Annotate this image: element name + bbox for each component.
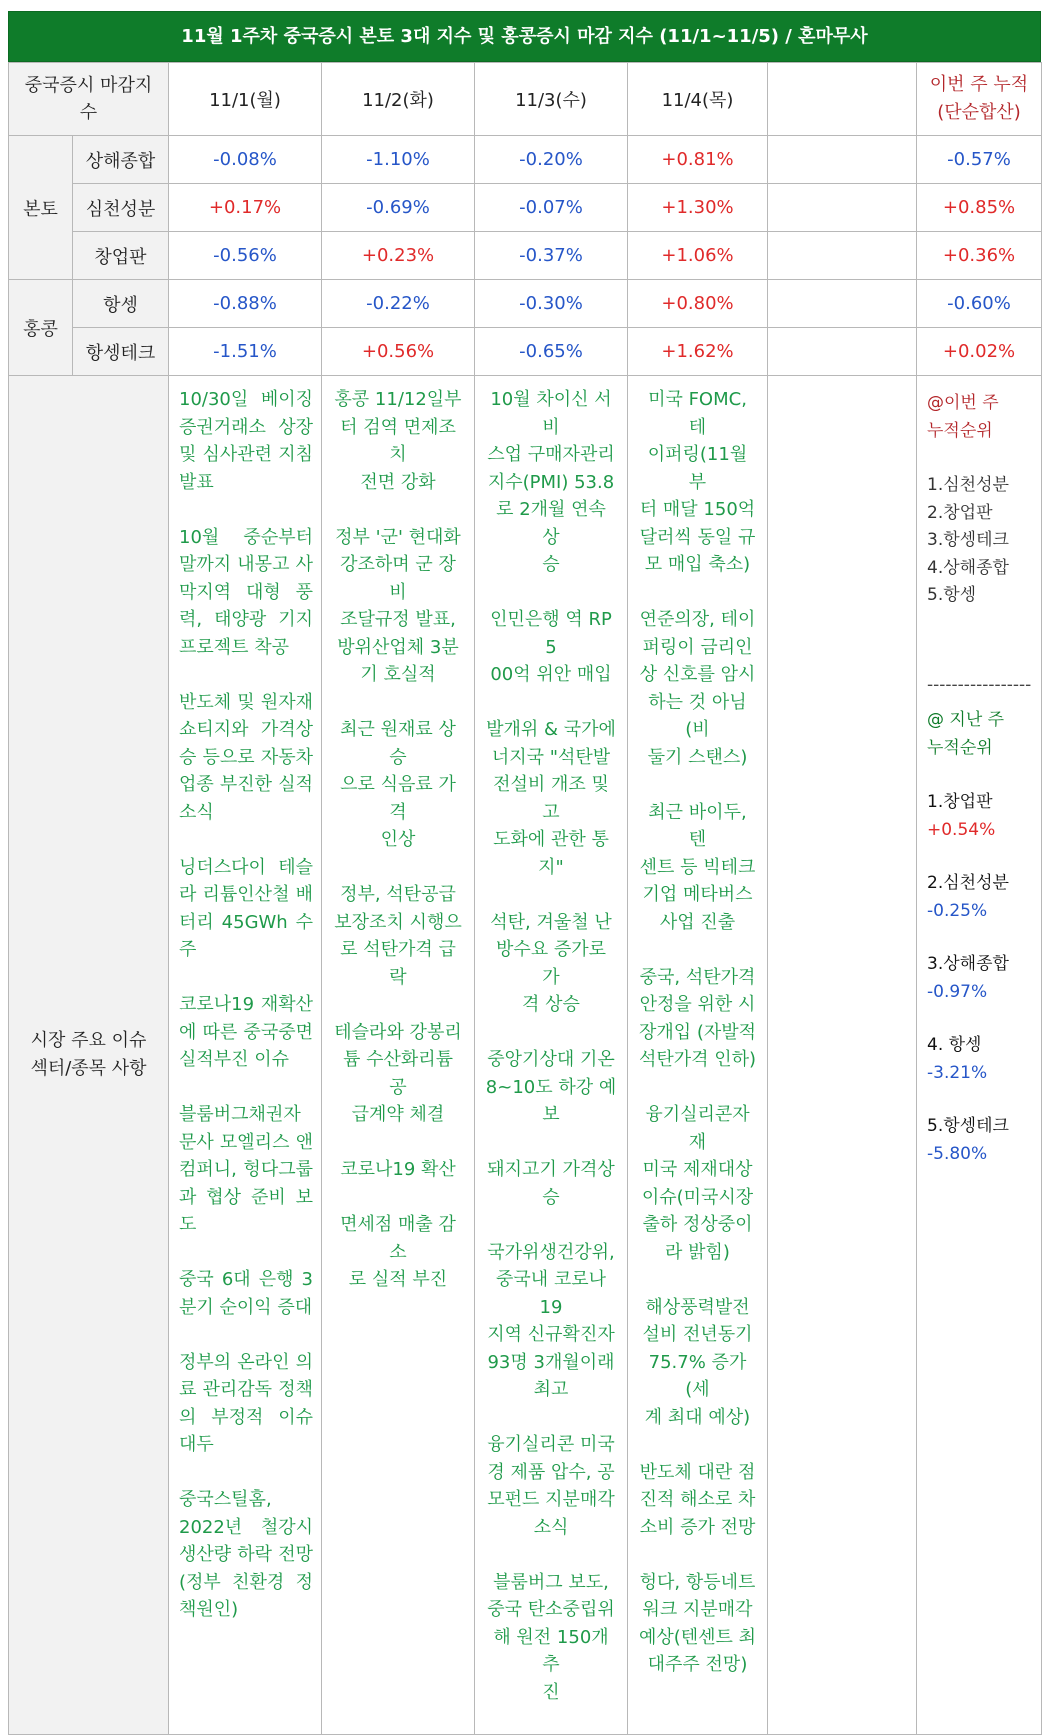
date-header: 11/4(목)	[628, 63, 768, 136]
index-value: -0.56%	[169, 232, 322, 280]
note-item: 발개위 & 국가에 너지국 "석탄발 전설비 개조 및 고 도화에 관한 통 지"	[486, 719, 616, 878]
note-item: 테슬라와 강봉리 튬 수산화리튬 공 급계약 체결	[334, 1021, 462, 1125]
note-item: 정부, 석탄공급 보장조치 시행으 로 석탄가격 급락	[334, 884, 462, 988]
note-item: 면세점 매출 감소 로 실적 부진	[340, 1214, 456, 1290]
this-week-list	[927, 472, 1031, 610]
notes-day1	[169, 376, 322, 1735]
last-week-list	[927, 789, 1031, 1168]
this-week-title: @이번 주 누적순위	[927, 393, 999, 441]
index-value: +0.56%	[322, 328, 475, 376]
index-value: -1.51%	[169, 328, 322, 376]
group-label-mainland: 본토	[9, 136, 73, 280]
notes-list	[475, 376, 627, 1706]
date-header: 11/2(화)	[322, 63, 475, 136]
index-value: +0.23%	[322, 232, 475, 280]
note-item: 석탄, 겨울철 난 방수요 증가로 가 격 상승	[490, 911, 612, 1015]
notes-list	[628, 376, 767, 1679]
note-item: 융기실리콘자재 미국 제재대상 이슈(미국시장 출하 정상중이 라 밝힘)	[641, 1104, 754, 1263]
last-week-rank-value: -5.80%	[927, 1143, 988, 1164]
notes-list	[322, 376, 474, 1294]
index-name: 창업판	[73, 232, 169, 280]
note-item: 블룸버그채권자문사 모엘리스 앤 컴퍼니, 헝다그룹과 협상 준비 보도	[179, 1104, 313, 1235]
note-item: 10월 중순부터 말까지 내몽고 사막지역 대형 풍력, 태양광 기지 프로젝트 착공	[179, 526, 313, 658]
index-value: -0.08%	[169, 136, 322, 184]
index-row	[9, 232, 1042, 280]
index-row	[9, 184, 1042, 232]
note-item: 중국 6대 은행 3분기 순이익 증대	[179, 1269, 313, 1318]
last-week-rank-name: 4. 항셍	[927, 1035, 982, 1055]
index-value: -1.10%	[322, 136, 475, 184]
last-week-rank-value: -0.97%	[927, 981, 988, 1002]
corner-header-label: 중국증시 마감지수	[24, 75, 153, 123]
note-item: 헝다, 항등네트 워크 지분매각 예상(텐센트 최 대주주 전망)	[638, 1571, 757, 1675]
ranking-divider: -----------------	[927, 674, 1031, 695]
index-value	[768, 280, 917, 328]
last-week-rank-value: +0.54%	[927, 819, 996, 840]
note-item: 블룸버그 보도, 중국 탄소중립위 해 원전 150개 추 진	[487, 1571, 615, 1703]
this-week-rank-item: 3.항셍테크	[927, 530, 1009, 550]
note-item: 10/30일 베이징 증권거래소 상장 및 심사관련 지침 발표	[179, 389, 313, 493]
index-value: +1.30%	[628, 184, 768, 232]
last-week-rank-item	[927, 1113, 1031, 1168]
last-week-rank-name: 2.심천성분	[927, 873, 1009, 893]
date-header: 11/3(수)	[475, 63, 628, 136]
index-row	[9, 328, 1042, 376]
notes-row	[9, 376, 1042, 1735]
last-week-rank-value: -0.25%	[927, 900, 988, 921]
note-item: 중국스틸홈, 2022년 철강시 생산량 하락 전망(정부 친환경 정책원인)	[179, 1489, 313, 1620]
note-item: 중국, 석탄가격 안정을 위한 시 장개입 (자발적 석탄가격 인하)	[638, 966, 757, 1070]
index-value	[768, 184, 917, 232]
ranking-panel	[917, 376, 1041, 1168]
this-week-rank-item: 1.심천성분	[927, 475, 1009, 495]
index-value	[768, 232, 917, 280]
index-value: +0.81%	[628, 136, 768, 184]
note-item: 융기실리콘 미국 경 제품 압수, 공 모펀드 지분매각 소식	[487, 1434, 615, 1538]
index-value: -0.30%	[475, 280, 628, 328]
note-item: 돼지고기 가격상 승	[487, 1159, 615, 1208]
note-item: 홍콩 11/12일부 터 검역 면제조치 전면 강화	[334, 389, 462, 493]
note-item: 미국 FOMC, 테 이퍼링(11월 부 터 매달 150억 달러씩 동일 규 모 매입 축소)	[639, 389, 756, 575]
note-item: 반도체 및 원자재 쇼티지와 가격상승 등으로 자동차 업종 부진한 실적 소식	[179, 691, 313, 823]
index-value: -0.20%	[475, 136, 628, 184]
note-item: 중앙기상대 기온 8~10도 하강 예 보	[485, 1049, 617, 1125]
last-week-rank-item	[927, 1032, 1031, 1087]
market-summary-card	[8, 11, 1041, 1735]
note-item: 최근 바이두, 텐 센트 등 빅테크 기업 메타버스 사업 진출	[639, 801, 756, 933]
index-value: +1.06%	[628, 232, 768, 280]
last-week-title: @ 지난 주 누적순위	[927, 710, 1005, 758]
last-week-rank-value: -3.21%	[927, 1062, 988, 1083]
index-value	[768, 136, 917, 184]
index-value	[768, 328, 917, 376]
note-item: 연준의장, 테이 퍼링이 금리인 상 신호를 암시 하는 것 아님(비 둘기 스탠스)	[639, 609, 756, 768]
last-week-rank-item	[927, 789, 1031, 844]
last-week-rank-name: 5.항셍테크	[927, 1116, 1009, 1136]
index-name: 심천성분	[73, 184, 169, 232]
index-row	[9, 280, 1042, 328]
notes-list	[169, 376, 321, 1624]
note-item: 닝더스다이 테슬라 리튬인산철 배터리 45GWh 수주	[179, 856, 313, 960]
note-item: 반도체 대란 점 진적 해소로 차 소비 증가 전망	[639, 1461, 756, 1538]
index-value: -0.37%	[475, 232, 628, 280]
note-item: 코로나19 재확산에 따른 중국중면 실적부진 이슈	[179, 994, 313, 1070]
index-value: -0.22%	[322, 280, 475, 328]
index-value: -0.88%	[169, 280, 322, 328]
accum-header: 이번 주 누적 (단순합산)	[917, 63, 1042, 136]
notes-day5	[768, 376, 917, 1735]
ranking-cell	[917, 376, 1042, 1735]
notes-day2	[322, 376, 475, 1735]
index-name: 상해종합	[73, 136, 169, 184]
note-item: 10월 차이신 서비 스업 구매자관리 지수(PMI) 53.8 로 2개월 연속 상 승	[487, 389, 615, 575]
notes-day4	[628, 376, 768, 1735]
index-accum: +0.36%	[917, 232, 1042, 280]
index-value: +0.80%	[628, 280, 768, 328]
this-week-rank-item: 4.상해종합	[927, 557, 1009, 578]
note-item: 정부 '군' 현대화 강조하며 군 장비 조달규정 발표, 방위산업체 3분 기 호실적	[335, 526, 461, 685]
sector-label: 시장 주요 이슈 섹터/종목 사항	[9, 376, 169, 1735]
index-row	[9, 136, 1042, 184]
last-week-rank-item	[927, 870, 1031, 925]
table-title: 11월 1주차 중국증시 본토 3대 지수 및 홍콩증시 마감 지수 (11/1~11/5) / 혼마무사	[8, 11, 1041, 62]
this-week-rank-item: 5.항셍	[927, 585, 977, 605]
last-week-rank-item	[927, 951, 1031, 1006]
index-name: 항셍	[73, 280, 169, 328]
note-item: 정부의 온라인 의료 관리감독 정책의 부정적 이슈 대두	[179, 1351, 313, 1455]
note-item: 해상풍력발전 설비 전년동기 75.7% 증가(세 계 최대 예상)	[642, 1296, 753, 1428]
index-accum: -0.60%	[917, 280, 1042, 328]
note-item: 코로나19 확산	[340, 1159, 456, 1180]
last-week-rank-name: 3.상해종합	[927, 954, 1009, 974]
index-value: -0.07%	[475, 184, 628, 232]
date-header	[768, 63, 917, 136]
index-value: +0.17%	[169, 184, 322, 232]
note-item: 국가위생건강위, 중국내 코로나19 지역 신규확진자 93명 3개월이래 최고	[487, 1241, 615, 1400]
index-table	[8, 62, 1042, 1735]
group-label-hongkong: 홍콩	[9, 280, 73, 376]
corner-header	[9, 63, 169, 136]
index-value: +1.62%	[628, 328, 768, 376]
this-week-rank-item: 2.창업판	[927, 502, 993, 523]
index-value: -0.65%	[475, 328, 628, 376]
index-value: -0.69%	[322, 184, 475, 232]
note-item: 인민은행 역 RP 5 00억 위안 매입	[490, 609, 612, 685]
date-header: 11/1(월)	[169, 63, 322, 136]
index-accum: +0.02%	[917, 328, 1042, 376]
note-item: 최근 원재료 상승 으로 식음료 가격 인상	[340, 719, 456, 850]
last-week-rank-name: 1.창업판	[927, 792, 993, 812]
index-accum: -0.57%	[917, 136, 1042, 184]
index-name: 항셍테크	[73, 328, 169, 376]
index-accum: +0.85%	[917, 184, 1042, 232]
notes-day3	[475, 376, 628, 1735]
header-row	[9, 63, 1042, 136]
